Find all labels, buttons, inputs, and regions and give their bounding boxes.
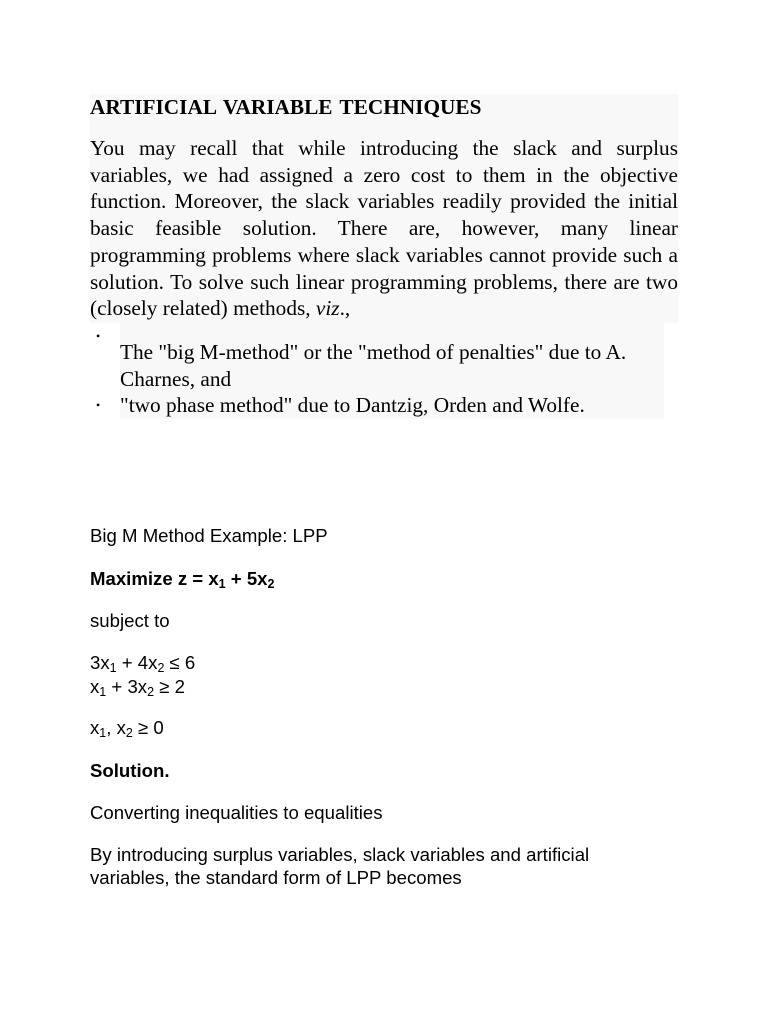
- list-item-text: "two phase method" due to Dantzig, Orden and Wolfe.: [120, 392, 664, 419]
- intro-section: [90, 94, 678, 323]
- subject-to-label: subject to: [90, 610, 170, 631]
- example-title: Big M Method Example: LPP: [90, 525, 328, 546]
- nonnegativity-constraint: $x_1$, $x_2 \ge 0$: [90, 717, 164, 740]
- constraint-1: $3x_1 + 4x_2 \le 6$: [90, 652, 196, 675]
- intro-text: You may recall that while introducing the slack and surplus variables, we had assigned a zero cost to them in the objective function. Moreover, the slack variables readily provided the initial basic feasible solution. There are, however, many linear programming problems where slack variables cannot provide such a solution. To solve such linear programming problems, there are two (closely related) methods,: [90, 136, 678, 321]
- bullet-icon: •: [96, 329, 101, 343]
- solution-label: Solution.: [90, 760, 170, 781]
- bullet-icon: •: [96, 398, 101, 413]
- introducing-text: By introducing surplus variables, slack variables and artificial variables, the standard form of LPP becomes: [90, 844, 590, 888]
- list-item: [90, 323, 664, 392]
- section-heading: ARTIFICIAL VARIABLE TECHNIQUES: [90, 95, 482, 119]
- converting-text: Converting inequalities to equalities: [90, 802, 383, 823]
- intro-paragraph: [90, 135, 678, 323]
- constraint-2: $x_1 + 3x_2 \ge 2$: [90, 676, 185, 699]
- objective-function: Maximize $z = x_1 + 5x_2$: [90, 568, 275, 591]
- list-item: [90, 392, 664, 419]
- methods-list: [90, 323, 664, 419]
- intro-tail: .,: [339, 296, 351, 321]
- list-item-text: The "big M-method" or the "method of penalties" due to A. Charnes, and: [120, 323, 664, 392]
- intro-viz: viz: [315, 296, 340, 321]
